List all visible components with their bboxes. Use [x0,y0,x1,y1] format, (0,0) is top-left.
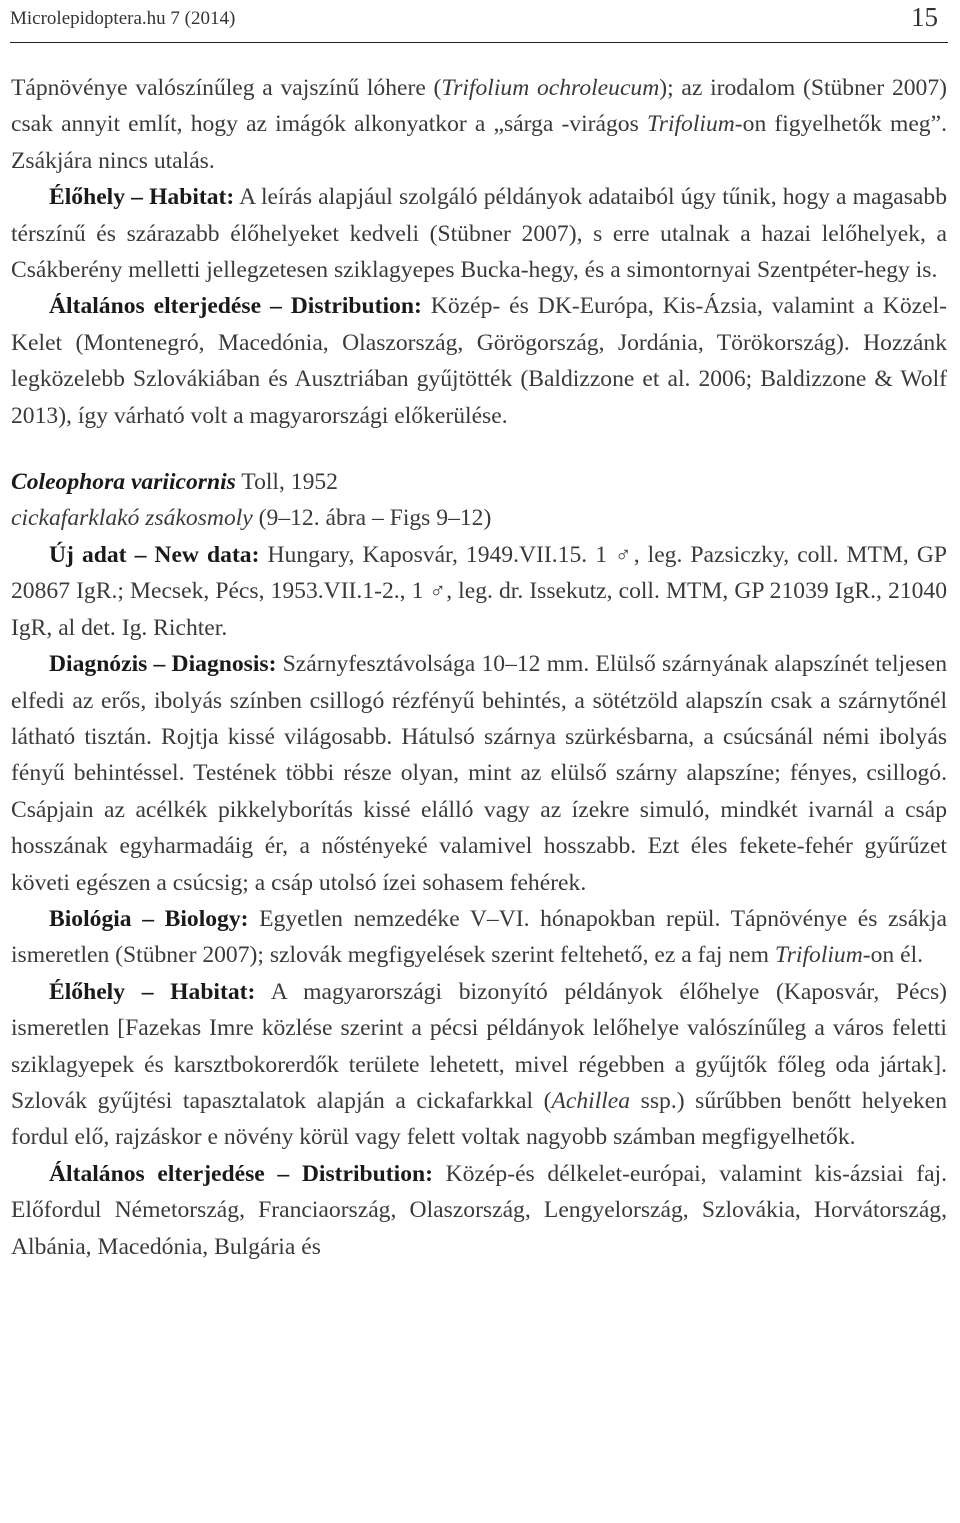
taxon-italic: Trifolium [774,942,863,969]
section-label: Biológia – Biology: [49,905,249,932]
journal-citation: Microlepidoptera.hu 7 (2014) [10,8,236,29]
section-label: Élőhely – Habitat: [49,184,235,211]
section-label: Általános elterjedése – Distribution: [49,293,422,320]
male-symbol-icon: ♂ [429,578,447,604]
section-label: Élőhely – Habitat: [49,978,256,1005]
species-heading [11,464,947,500]
page-number: 15 [911,2,938,32]
article-body [11,70,947,1265]
species-subheading [11,500,947,536]
diagnosis-paragraph: Diagnózis – Diagnosis: Szárnyfesztávolsága 10–12 mm. Elülső szárnyának alapszínét teljesen elfedi az erős, ibolyás színben csillogó rézfényű behintés, a sötétzöld alapszín csak a szárnytőnél látható tisztán. Rojtja kissé világosabb. Hátulsó szárnya szürkésbarna, a csúcsánál némi ibolyás fényű behintéssel. Testének többi része olyan, mint az elülső szárny alapszíne; fényes, csillogó. Csápjain az acélkék pikkelyborítás kissé eláll​ó vagy az ízekre simuló, mindkét ivarnál a csáp hosszának egyharmadáig ér, a nőstényeké valamivel hosszabb. Ezt éles fekete-fehér gyűrűzet követi egészen a csúcsig; a csáp utolsó ízei sohasem fehérek. [11,651,948,896]
habitat-paragraph-2: Élőhely – Habitat: A magyarországi bizonyító példányok élőhelye (Kaposvár, Pécs) ismeretlen [Fazekas Imre közlése szerint a pécsi példányok lelőhelye valószínűleg a város feletti sziklagyepek és karsztbokorerdők területe lehetett, mivel régebben a gyűjtők főleg oda jártak]. Szlovák gyűjtési tapasztalatok alapján a cickafarkkal (Achillea ssp.) sűrűbben benőtt helyeken fordul elő, rajzáskor e növény körül vagy felett voltak nagyobb számban megfigyelhetők. [11,978,948,1151]
section-label: Általános elterjedése – Distribution: [49,1160,433,1187]
distribution-paragraph-2: Általános elterjedése – Distribution: Közép-és délkelet-európai, valamint kis-ázsiai faj. Előfordul Németország, Franciaország, Olaszország, Lengyelország, Szlovákia, Horvátország, Albánia, Macedónia, Bulgária és [11,1160,947,1260]
distribution-paragraph: Általános elterjedése – Distribution: Közép- és DK-Európa, Kis-Ázsia, valamint a Közel-Kelet (Montenegró, Macedónia, Olaszország, Görögország, Jordánia, Törökország). Hozzánk legközelebb Szlovákiában és Ausztriában gyűjtötték (Baldizzone et al. 2006; Baldizzone & Wolf 2013), így várható volt a magyarországi előkerülése. [11,293,948,429]
taxon-italic: Trifolium [646,111,735,138]
section-label: Új adat – New data: [49,541,260,568]
biology-paragraph: Biológia – Biology: Egyetlen nemzedéke V–VI. hónapokban repül. Tápnövénye és zsákja ismeretlen (Stübner 2007); szlovák megfigyelések szerint feltehető, ez a faj nem Trifolium-on él. [11,905,947,969]
species-author: Toll, 1952 [235,469,338,496]
taxon-italic: Trifolium ochroleucum [441,75,660,101]
section-label: Diagnózis – Diagnosis: [49,651,277,678]
new-data-paragraph: Új adat – New data: Hungary, Kaposvár, 1949.VII.15. 1 ♂, leg. Pazsiczky, coll. MTM, GP 20867 IgR.; Mecsek, Pécs, 1953.VII.1-2., 1 ♂, leg. dr. Issekutz, coll. MTM, GP 21039 IgR., 21040 IgR, al det. Ig. Richter. [11,541,948,641]
male-symbol-icon: ♂ [615,541,634,567]
hungarian-name: cickafarklakó zsákosmoly [11,505,253,532]
figure-reference: (9–12. ábra – Figs 9–12) [252,505,492,532]
species-name: Coleophora variicornis [11,469,236,496]
spacer [11,434,947,464]
taxon-italic: Achillea [551,1087,631,1114]
foodplant-paragraph: Tápnövénye valószínűleg a vajszínű lóhere (Trifolium ochroleucum); az irodalom (Stübner 2007) csak annyit említ, hogy az imágók alkonyatkor a „sárga -virágos Trifolium-on figyelhetők meg”. Zsákjára nincs utalás. [11,75,947,174]
page-header [10,0,948,43]
habitat-paragraph: Élőhely – Habitat: A leírás alapjául szolgáló példányok adataiból úgy tűnik, hogy a magasabb térszínű és szárazabb élőhelyeket kedveli (Stübner 2007), s erre utalnak a hazai lelőhelyek, a Csákberény melletti jellegzetesen sziklagyepes Bucka-hegy, és a simontornyai Szentpéter-hegy is. [11,184,947,284]
